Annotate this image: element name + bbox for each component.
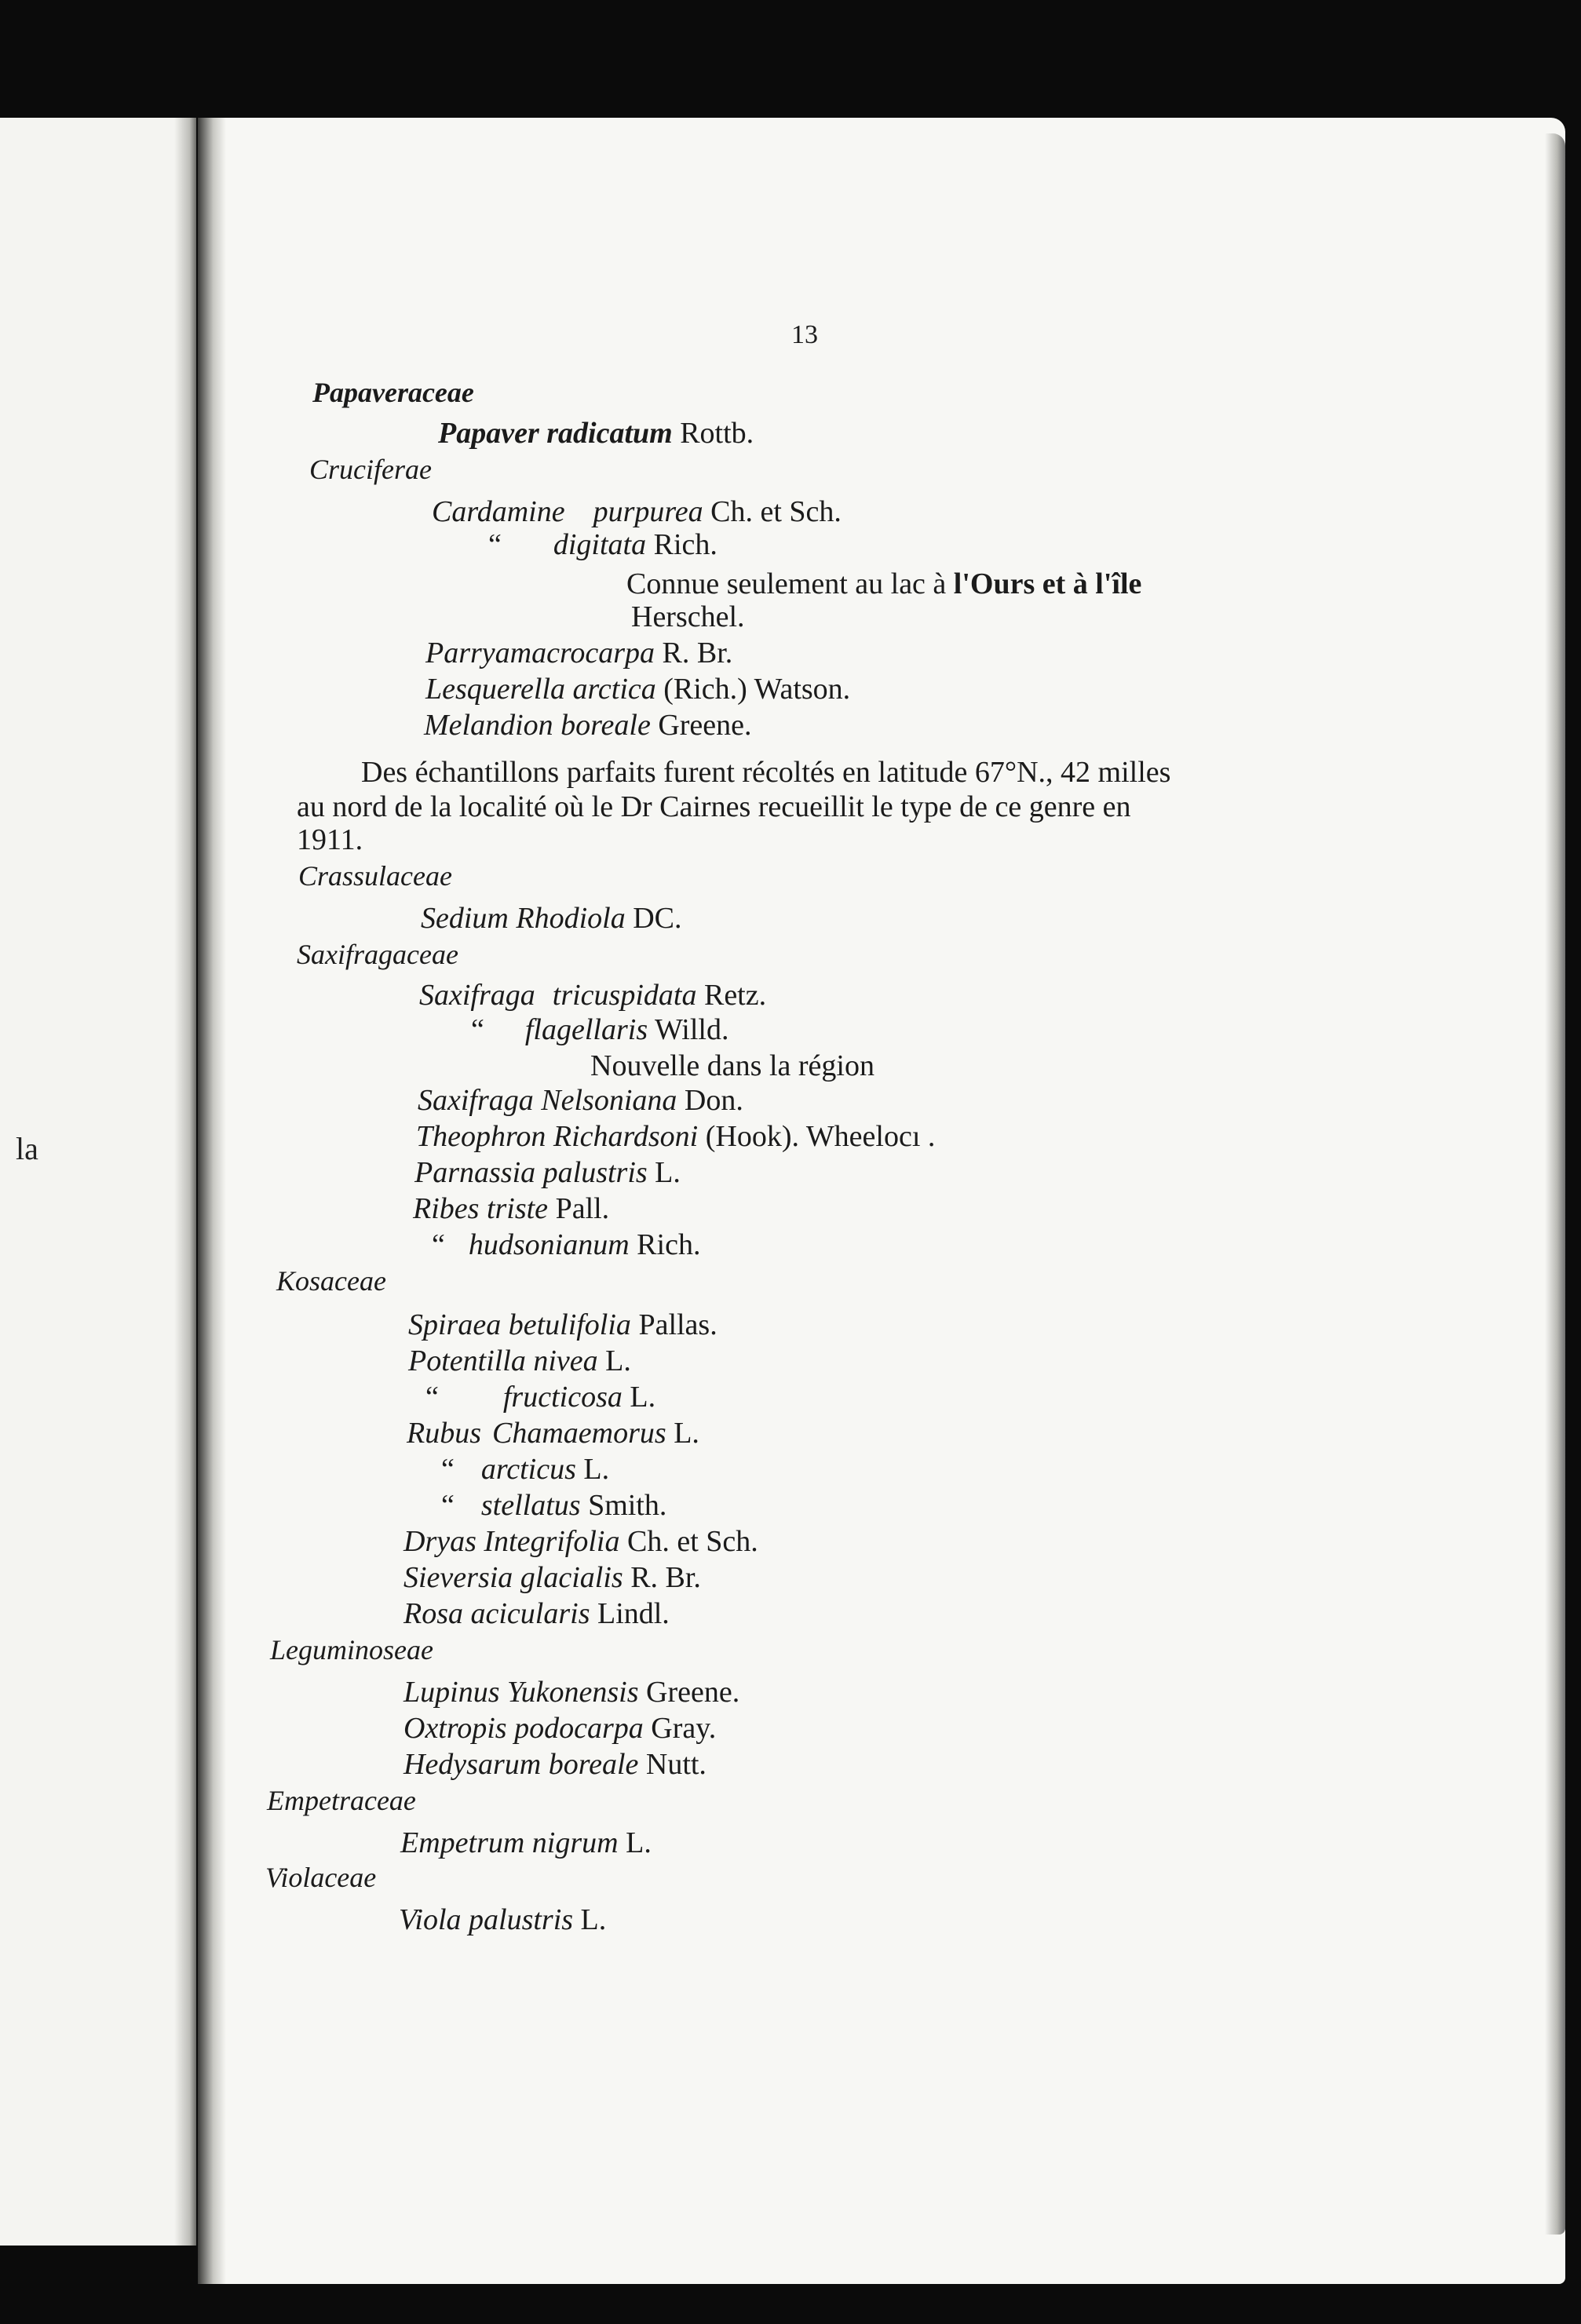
family-heading-crassulaceae: Crassulaceae bbox=[298, 860, 452, 892]
left-page-text-fragment: la bbox=[16, 1131, 38, 1166]
species-entry: Oxtropis podocarpa Gray. bbox=[403, 1712, 717, 1745]
species-entry: Lupinus Yukonensis Greene. bbox=[403, 1676, 740, 1709]
family-heading-leguminoseae: Leguminoseae bbox=[270, 1634, 433, 1665]
species-entry: “ hudsonianum Rich. bbox=[432, 1228, 701, 1261]
family-heading-empetraceae: Empetraceae bbox=[267, 1785, 416, 1816]
species-entry: Theophron Richardsoni (Hook). Wheelocı . bbox=[416, 1120, 936, 1153]
species-entry: Ribes triste Pall. bbox=[413, 1192, 610, 1225]
note-line: Connue seulement au lac à l'Ours et à l'île bbox=[626, 567, 1142, 600]
family-heading-violaceae: Violaceae bbox=[265, 1862, 377, 1893]
species-entry: Melandion boreale Greene. bbox=[424, 709, 752, 742]
left-facing-page bbox=[0, 118, 196, 2246]
species-entry: Cardamine purpurea Ch. et Sch. bbox=[432, 495, 842, 528]
species-entry: Parnassia palustris L. bbox=[414, 1156, 681, 1189]
gutter-shadow bbox=[174, 118, 196, 2246]
species-entry: “ stellatus Smith. bbox=[441, 1489, 667, 1522]
page-edge-shadow bbox=[1545, 133, 1565, 2235]
species-entry: Saxifraga tricuspidata Retz. bbox=[419, 979, 767, 1012]
species-entry: Rosa acicularis Lindl. bbox=[403, 1597, 670, 1630]
page-number: 13 bbox=[791, 320, 818, 349]
species-entry: Spiraea betulifolia Pallas. bbox=[408, 1308, 717, 1341]
species-entry: Potentilla nivea L. bbox=[408, 1344, 631, 1377]
spine-shadow bbox=[198, 118, 226, 2284]
note-line: Herschel. bbox=[631, 600, 745, 633]
paragraph-line: au nord de la localité où le Dr Cairnes recueillit le type de ce genre en bbox=[297, 790, 1131, 823]
family-heading-papaveraceae: Papaveraceae bbox=[312, 377, 474, 408]
book-page bbox=[198, 118, 1565, 2284]
paragraph-line: 1911. bbox=[297, 823, 363, 856]
species-entry: Empetrum nigrum L. bbox=[400, 1826, 652, 1859]
family-heading-rosaceae: Kosaceae bbox=[276, 1265, 386, 1297]
species-entry: Dryas Integrifolia Ch. et Sch. bbox=[403, 1525, 758, 1558]
note-line: Nouvelle dans la région bbox=[590, 1049, 874, 1082]
species-entry: Parryamacrocarpa R. Br. bbox=[425, 637, 733, 669]
paragraph-line: Des échantillons parfaits furent récoltés en latitude 67°N., 42 milles bbox=[361, 756, 1171, 789]
species-entry: Sedium Rhodiola DC. bbox=[421, 902, 682, 935]
species-entry: Hedysarum boreale Nutt. bbox=[403, 1748, 707, 1781]
species-entry: Lesquerella arctica (Rich.) Watson. bbox=[425, 673, 851, 706]
species-entry: “ arcticus L. bbox=[441, 1453, 610, 1486]
species-entry: Rubus Chamaemorus L. bbox=[407, 1417, 699, 1450]
species-entry: “ flagellaris Willd. bbox=[471, 1013, 729, 1046]
species-entry: “ fructicosa L. bbox=[425, 1381, 656, 1414]
family-heading-saxifragaceae: Saxifragaceae bbox=[297, 939, 458, 970]
species-entry: Papaver radicatum Rottb. bbox=[438, 417, 754, 450]
species-entry: Viola palustris L. bbox=[399, 1903, 607, 1936]
species-entry: Sieversia glacialis R. Br. bbox=[403, 1561, 701, 1594]
species-entry: “ digitata Rich. bbox=[488, 528, 717, 561]
species-entry: Saxifraga Nelsoniana Don. bbox=[418, 1084, 743, 1117]
family-heading-cruciferae: Cruciferae bbox=[309, 454, 432, 485]
